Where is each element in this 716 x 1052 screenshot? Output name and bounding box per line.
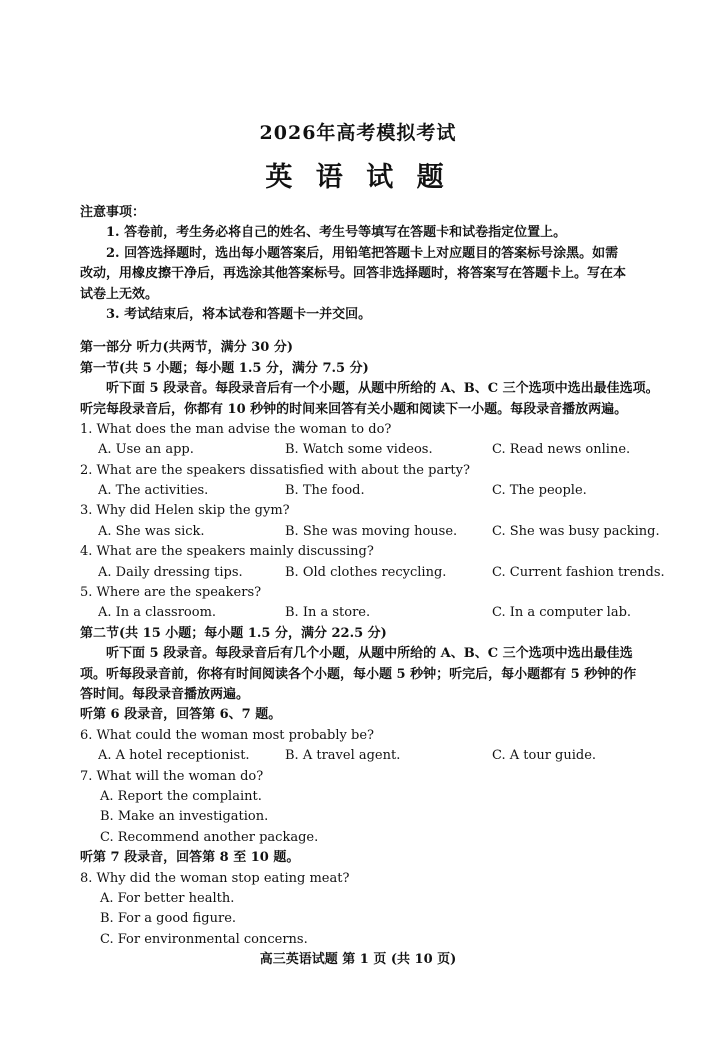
option-c: C. Current fashion trends. (492, 564, 665, 580)
option-a: A. She was sick. (98, 523, 205, 539)
question-stem: 8. Why did the woman stop eating meat? (80, 870, 350, 886)
exam-content (80, 203, 665, 950)
option-b: B. Old clothes recycling. (285, 564, 447, 580)
notice-line: 试卷上无效。 (80, 286, 159, 302)
question-options (80, 563, 665, 583)
question-stem: 2. What are the speakers dissatisfied with about the party? (80, 462, 470, 478)
question-options (80, 481, 665, 501)
part1-heading: 第一部分 听力(共两节，满分 30 分) (80, 340, 293, 356)
question-stem: 1. What does the man advise the woman to do? (80, 421, 392, 437)
notice-line: 3. 考试结束后，将本试卷和答题卡一并交回。 (106, 306, 372, 322)
option-c: C. Read news online. (492, 442, 631, 458)
section2-heading: 第二节(共 15 小题；每小题 1.5 分，满分 22.5 分) (80, 625, 387, 641)
option-b: B. Make an investigation. (100, 809, 269, 825)
audio-group-heading: 听第 6 段录音，回答第 6、7 题。 (80, 707, 282, 723)
option-c: C. For environmental concerns. (100, 931, 308, 947)
option-a: A. Report the complaint. (100, 788, 262, 804)
question-options (80, 603, 665, 623)
section1-instruction: 听下面 5 段录音。每段录音后有一个小题，从题中所给的 A、B、C 三个选项中选出最佳选项。 (106, 381, 659, 397)
page-footer: 高三英语试题 第 1 页 (共 10 页) (259, 952, 457, 967)
option-a: A. Daily dressing tips. (98, 564, 243, 580)
option-b: B. In a store. (285, 605, 371, 621)
section2-instruction: 听下面 5 段录音。每段录音后有几个小题，从题中所给的 A、B、C 三个选项中选出最佳选 (106, 646, 633, 662)
question-stem: 6. What could the woman most probably be? (80, 727, 374, 743)
notice-line: 1. 答卷前，考生务必将自己的姓名、考生号等填写在答题卡和试卷指定位置上。 (106, 225, 567, 241)
notice-line: 改动，用橡皮擦干净后，再选涂其他答案标号。回答非选择题时，将答案写在答题卡上。写在本 (80, 266, 627, 282)
option-b: B. A travel agent. (285, 748, 401, 764)
option-c: C. The people. (492, 483, 587, 499)
option-b: B. The food. (285, 483, 365, 499)
section2-instruction: 答时间。每段录音播放两遍。 (80, 686, 250, 702)
question-options (80, 440, 665, 460)
option-a: A. Use an app. (98, 442, 194, 458)
section1-heading: 第一节(共 5 小题；每小题 1.5 分，满分 7.5 分) (80, 360, 369, 376)
exam-title: 2026年高考模拟考试 (259, 122, 457, 144)
section2-instruction: 项。听每段录音前，你将有时间阅读各个小题，每小题 5 秒钟；听完后，每小题都有 5 秒钟的作 (80, 666, 637, 682)
audio-group-heading: 听第 7 段录音，回答第 8 至 10 题。 (80, 850, 300, 866)
option-a: A. A hotel receptionist. (98, 748, 250, 764)
option-c: C. A tour guide. (492, 748, 597, 764)
option-a: A. In a classroom. (98, 605, 217, 621)
option-a: A. The activities. (98, 483, 209, 499)
option-b: B. She was moving house. (285, 523, 458, 539)
option-b: B. For a good figure. (100, 911, 237, 927)
question-stem: 5. Where are the speakers? (80, 585, 262, 601)
option-b: B. Watch some videos. (285, 442, 433, 458)
question-options (80, 522, 665, 542)
option-c: C. She was busy packing. (492, 523, 660, 539)
question-stem: 4. What are the speakers mainly discussing? (80, 544, 374, 560)
option-c: C. In a computer lab. (492, 605, 632, 621)
question-options (80, 746, 665, 766)
question-stem: 3. Why did Helen skip the gym? (80, 503, 290, 519)
option-c: C. Recommend another package. (100, 829, 319, 845)
notice-line: 2. 回答选择题时，选出每小题答案后，用铅笔把答题卡上对应题目的答案标号涂黑。如需 (106, 245, 619, 261)
notice-heading: 注意事项： (80, 205, 146, 220)
subject-title: 英 语 试 题 (265, 162, 451, 193)
question-stem: 7. What will the woman do? (80, 768, 264, 784)
section1-instruction: 听完每段录音后，你都有 10 秒钟的时间来回答有关小题和阅读下一小题。每段录音播放两遍。 (80, 401, 628, 417)
option-a: A. For better health. (100, 890, 235, 906)
